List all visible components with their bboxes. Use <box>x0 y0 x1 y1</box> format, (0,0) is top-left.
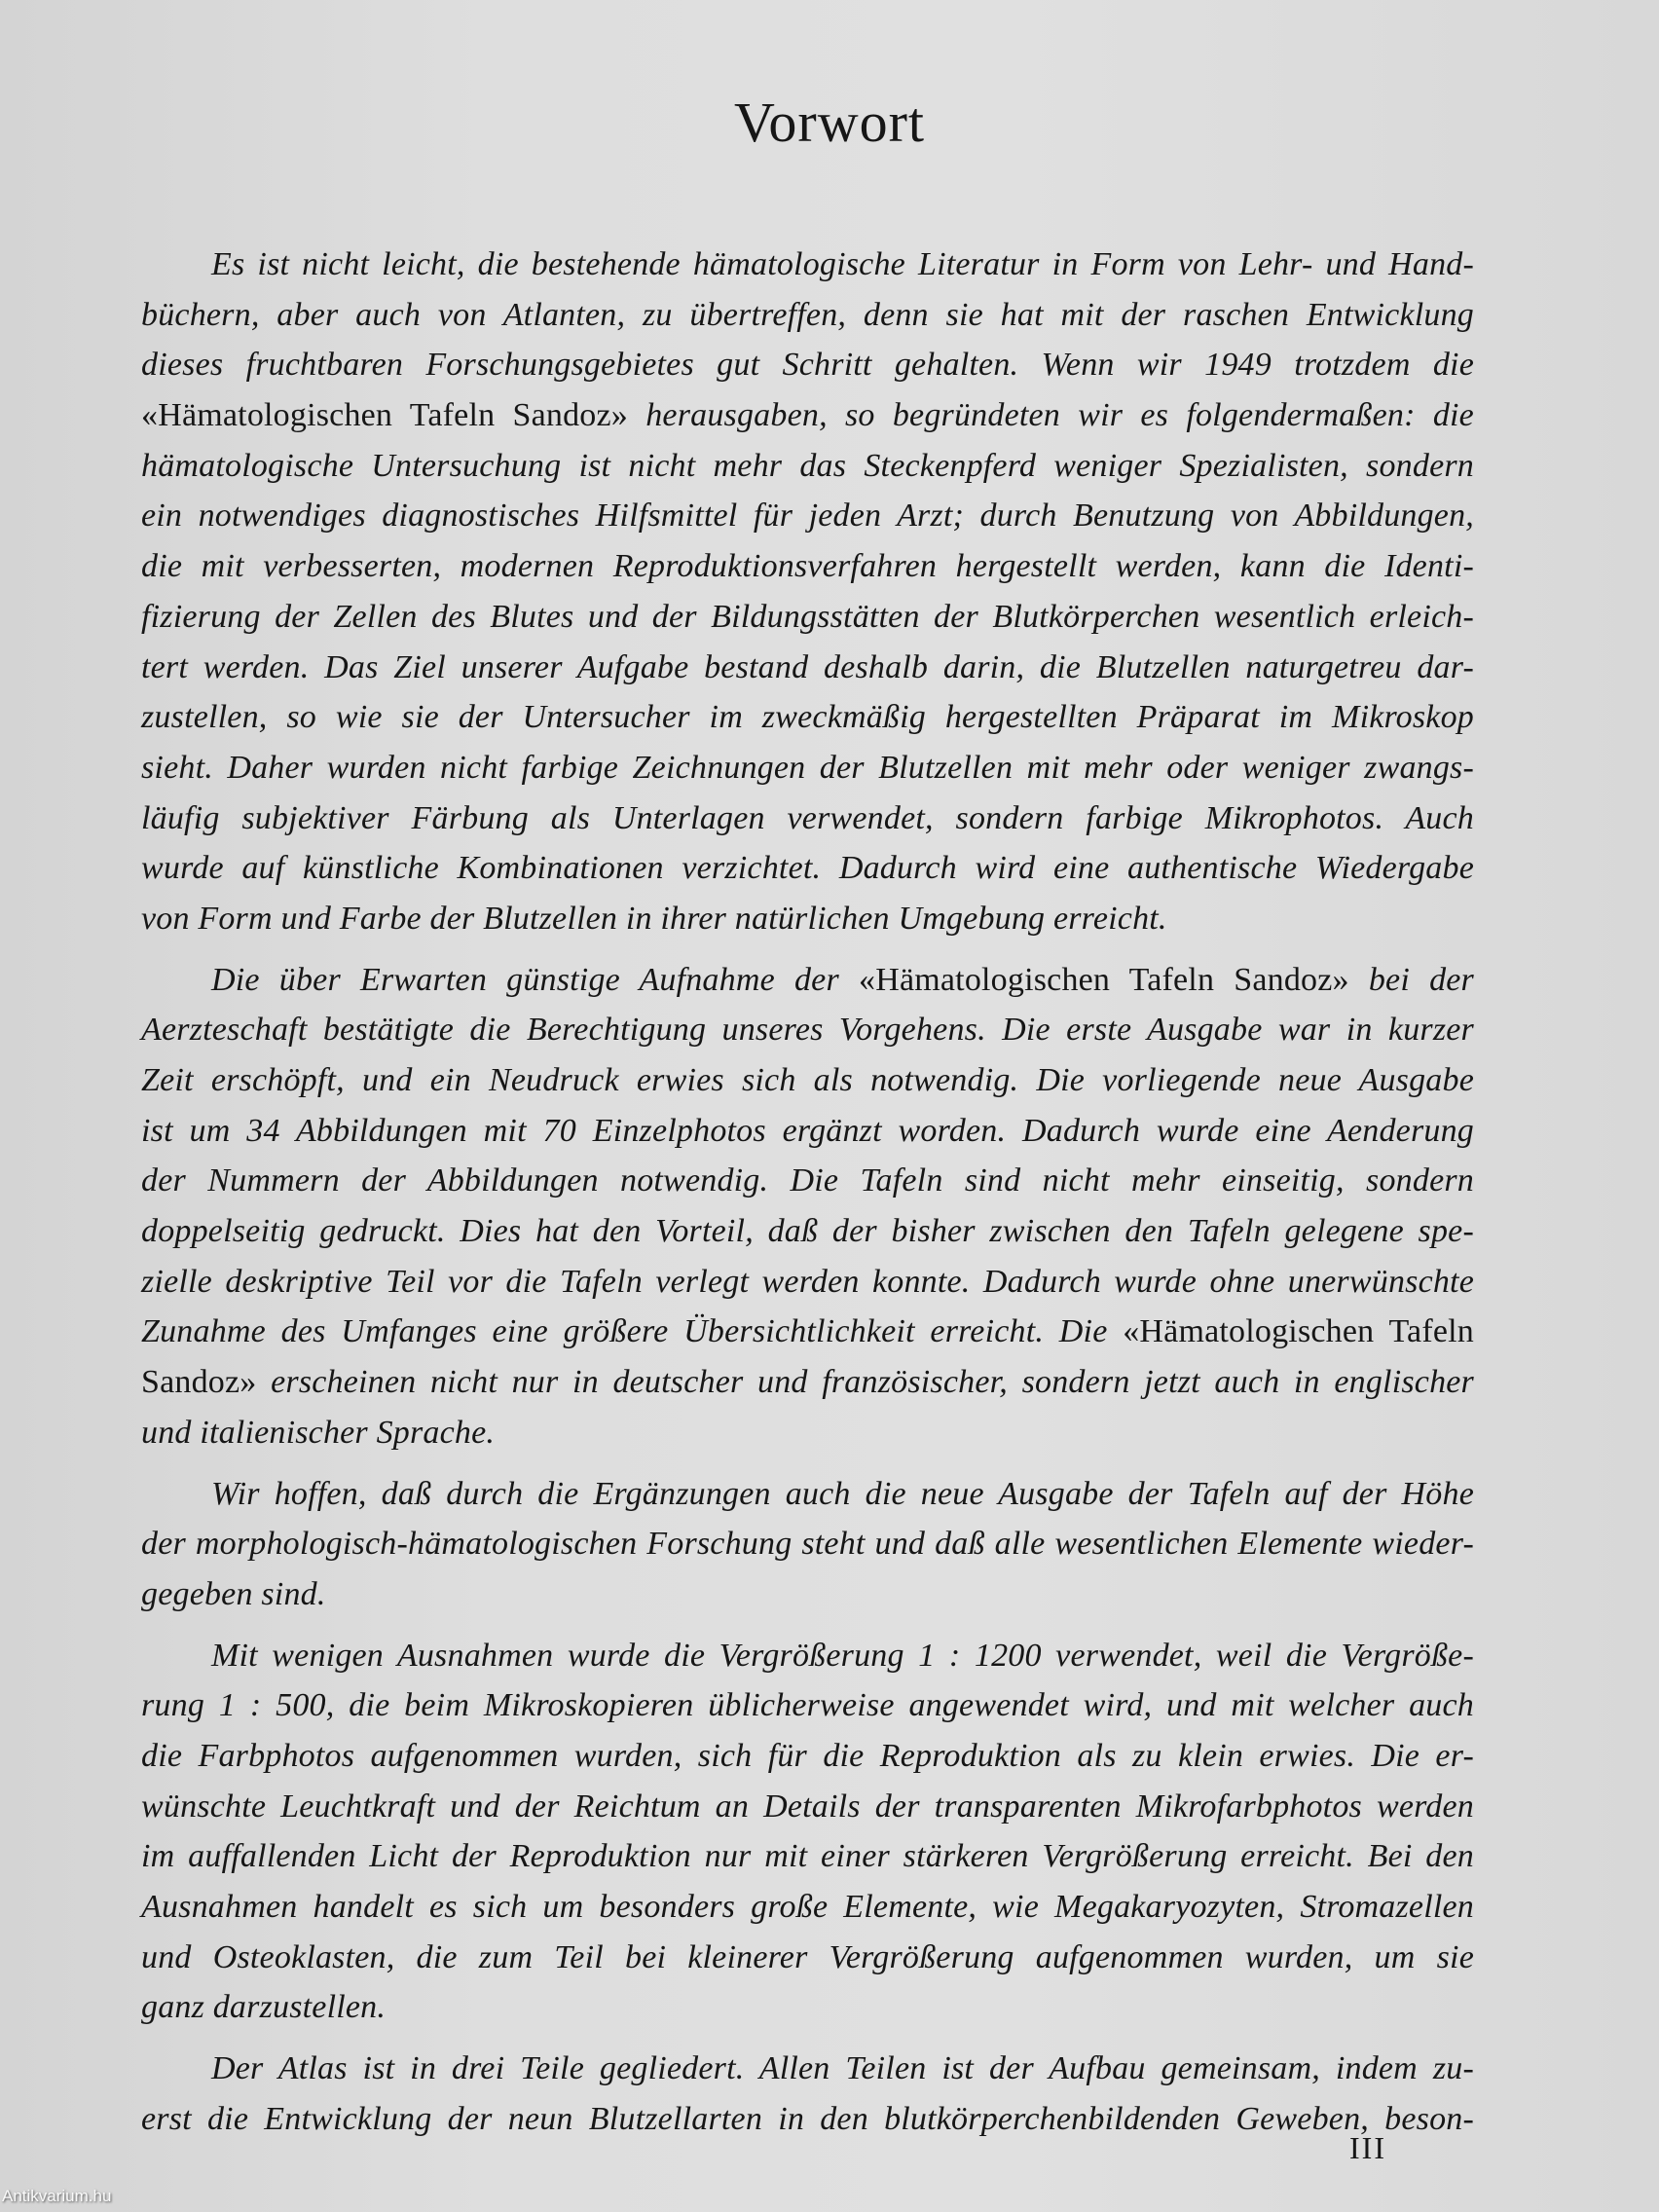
italic-text: ein notwendiges diagnostisches Hilfsmittel für jeden Arzt; durch Benutzung von Abbildungen, <box>141 498 1474 535</box>
text-line <box>141 1782 1474 1832</box>
text-line <box>141 2094 1474 2145</box>
text-line <box>141 1680 1474 1731</box>
paragraph <box>141 1469 1474 1620</box>
page-number: III <box>1349 2130 1386 2165</box>
italic-text: hämatologische Untersuchung ist nicht mehr das Steckenpferd weniger Spezialisten, sondern <box>141 447 1474 484</box>
italic-text: erst die Entwicklung der neun Blutzellarten in den blutkörperchenbildenden Geweben, beson- <box>141 2100 1474 2137</box>
text-line <box>141 491 1474 541</box>
text-line <box>141 743 1474 793</box>
italic-text: Aerzteschaft bestätigte die Berechtigung unseres Vorgehens. Die erste Ausgabe war in kurzer <box>141 1012 1474 1049</box>
paragraph <box>141 955 1474 1458</box>
italic-text: ganz darzustellen. <box>141 1989 387 2026</box>
italic-text: büchern, aber auch von Atlanten, zu übertreffen, denn sie hat mit der raschen Entwicklung <box>141 296 1474 333</box>
text-line <box>141 541 1474 592</box>
text-line <box>141 592 1474 643</box>
text-line <box>141 290 1474 341</box>
text-line <box>141 1408 1474 1458</box>
italic-text: wünschte Leuchtkraft und der Reichtum an Details der transparenten Mikrofarbphotos werden <box>141 1788 1474 1825</box>
page-title: Vorwort <box>733 91 926 154</box>
paragraph <box>141 2044 1474 2144</box>
italic-text: Es ist nicht leicht, die bestehende hämatologische Literatur in Form von Lehr- und Hand- <box>211 246 1474 282</box>
roman-title-text: Sandoz» <box>141 1364 257 1401</box>
italic-text: Ausnahmen handelt es sich um besonders große Elemente, wie Megakaryozyten, Stromazellen <box>141 1889 1474 1925</box>
text-line <box>141 340 1474 390</box>
text-line <box>141 1005 1474 1055</box>
italic-text: zielle deskriptive Teil vor die Tafeln verlegt werden konnte. Dadurch wurde ohne unerwünschte <box>141 1263 1474 1300</box>
text-line <box>141 692 1474 743</box>
italic-text: ist um 34 Abbildungen mit 70 Einzelphotos ergänzt worden. Dadurch wurde eine Aenderung <box>141 1112 1474 1149</box>
body-text <box>141 240 1474 2155</box>
text-line <box>141 1469 1474 1520</box>
text-line <box>141 1933 1474 1983</box>
text-line <box>141 1257 1474 1308</box>
italic-text: Die über Erwarten günstige Aufnahme der <box>211 961 859 998</box>
roman-title-text: «Hämatologischen Tafeln <box>1123 1313 1475 1350</box>
italic-text: Zeit erschöpft, und ein Neudruck erwies sich als notwendig. Die vorliegende neue Ausgabe <box>141 1062 1474 1098</box>
italic-text: die Farbphotos aufgenommen wurden, sich für die Reproduktion als zu klein erwies. Die er- <box>141 1737 1474 1774</box>
text-line <box>141 1631 1474 1681</box>
text-line <box>141 1156 1474 1206</box>
text-line <box>141 441 1474 492</box>
italic-text: erscheinen nicht nur in deutscher und französischer, sondern jetzt auch in englischer <box>256 1364 1474 1401</box>
text-line <box>141 793 1474 844</box>
italic-text: von Form und Farbe der Blutzellen in ihrer natürlichen Umgebung erreicht. <box>141 900 1167 937</box>
italic-text: rung 1 : 500, die beim Mikroskopieren üblicherweise angewendet wird, und mit welcher auch <box>141 1687 1474 1724</box>
italic-text: und italienischer Sprache. <box>141 1414 496 1451</box>
italic-text: Der Atlas ist in drei Teile gegliedert. Allen Teilen ist der Aufbau gemeinsam, indem zu- <box>211 2050 1474 2087</box>
italic-text: herausgaben, so begründeten wir es folgendermaßen: die <box>628 397 1474 434</box>
text-line <box>141 1357 1474 1408</box>
text-line <box>141 843 1474 894</box>
italic-text: dieses fruchtbaren Forschungsgebietes gut Schritt gehalten. Wenn wir 1949 trotzdem die <box>141 347 1474 384</box>
text-line <box>141 1106 1474 1157</box>
italic-text: Mit wenigen Ausnahmen wurde die Vergrößerung 1 : 1200 verwendet, weil die Vergröße- <box>211 1637 1474 1674</box>
text-line <box>141 643 1474 693</box>
text-line <box>141 1731 1474 1782</box>
italic-text: die mit verbesserten, modernen Reproduktionsverfahren hergestellt werden, kann die Identi- <box>141 548 1474 585</box>
italic-text: Zunahme des Umfanges eine größere Übersichtlichkeit erreicht. Die <box>141 1313 1124 1350</box>
italic-text: sieht. Daher wurden nicht farbige Zeichnungen der Blutzellen mit mehr oder weniger zwangs- <box>141 749 1474 786</box>
text-line <box>141 1831 1474 1882</box>
text-line <box>141 1982 1474 2033</box>
italic-text: und Osteoklasten, die zum Teil bei kleinerer Vergrößerung aufgenommen wurden, um sie <box>141 1938 1474 1975</box>
roman-title-text: «Hämatologischen Tafeln Sandoz» <box>141 397 628 434</box>
text-line <box>141 1206 1474 1257</box>
italic-text: zustellen, so wie sie der Untersucher im zweckmäßig hergestellten Präparat im Mikroskop <box>141 699 1474 736</box>
italic-text: fizierung der Zellen des Blutes und der Bildungsstätten der Blutkörperchen wesentlich erleich- <box>141 598 1474 635</box>
text-line <box>141 2044 1474 2094</box>
text-line <box>141 240 1474 290</box>
text-line <box>141 894 1474 944</box>
italic-text: bei der <box>1348 961 1474 998</box>
text-line <box>141 1055 1474 1106</box>
text-line <box>141 1307 1474 1357</box>
paragraph <box>141 1631 1474 2034</box>
paragraph <box>141 240 1474 944</box>
italic-text: wurde auf künstliche Kombinationen verzichtet. Dadurch wird eine authentische Wiedergabe <box>141 850 1474 887</box>
italic-text: tert werden. Das Ziel unserer Aufgabe bestand deshalb darin, die Blutzellen naturgetreu dar- <box>141 648 1474 685</box>
text-line <box>141 955 1474 1006</box>
text-line <box>141 1519 1474 1569</box>
italic-text: der Nummern der Abbildungen notwendig. Die Tafeln sind nicht mehr einseitig, sondern <box>141 1162 1474 1199</box>
italic-text: gegeben sind. <box>141 1575 326 1612</box>
roman-title-text: «Hämatologischen Tafeln Sandoz» <box>859 961 1349 998</box>
italic-text: doppelseitig gedruckt. Dies hat den Vorteil, daß der bisher zwischen den Tafeln gelegene spe- <box>141 1213 1474 1250</box>
italic-text: im auffallenden Licht der Reproduktion nur mit einer stärkeren Vergrößerung erreicht. Bei den <box>141 1838 1474 1875</box>
italic-text: Wir hoffen, daß durch die Ergänzungen auch die neue Ausgabe der Tafeln auf der Höhe <box>211 1475 1474 1512</box>
text-line <box>141 1882 1474 1933</box>
text-line <box>141 390 1474 441</box>
watermark: Antikvarium.hu <box>2 2187 112 2205</box>
italic-text: der morphologisch-hämatologischen Forschung steht und daß alle wesentlichen Elemente wieder- <box>141 1526 1474 1563</box>
text-line <box>141 1569 1474 1620</box>
italic-text: läufig subjektiver Färbung als Unterlagen verwendet, sondern farbige Mikrophotos. Auch <box>141 799 1474 836</box>
